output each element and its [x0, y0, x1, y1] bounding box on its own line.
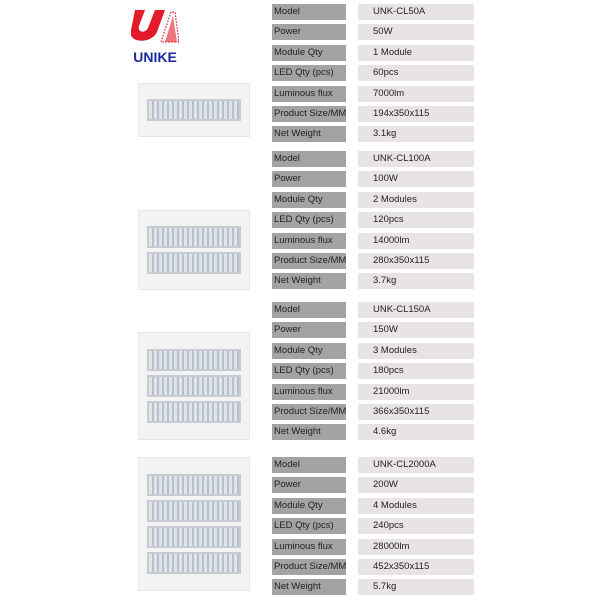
product-image-cl2000a	[138, 457, 250, 591]
spec-label: Net Weight	[272, 579, 346, 595]
spec-label: Luminous flux	[272, 539, 346, 555]
spec-value: 150W	[358, 322, 474, 338]
spec-table	[272, 302, 474, 445]
spec-value: 21000lm	[358, 384, 474, 400]
spec-row	[272, 559, 474, 575]
spec-value: 4 Modules	[358, 498, 474, 514]
spec-label: Power	[272, 171, 346, 187]
spec-row	[272, 151, 474, 167]
spec-value: 7000lm	[358, 86, 474, 102]
spec-row	[272, 457, 474, 473]
spec-label: Model	[272, 151, 346, 167]
spec-row	[272, 424, 474, 440]
spec-label: Module Qty	[272, 192, 346, 208]
spec-value: 5.7kg	[358, 579, 474, 595]
spec-table	[272, 151, 474, 294]
spec-value: 120pcs	[358, 212, 474, 228]
spec-value: UNK-CL2000A	[358, 457, 474, 473]
spec-table	[272, 4, 474, 147]
spec-row	[272, 233, 474, 249]
logo-mark-icon	[131, 8, 179, 44]
spec-label: Module Qty	[272, 45, 346, 61]
spec-label: Power	[272, 477, 346, 493]
spec-row	[272, 212, 474, 228]
spec-label: Module Qty	[272, 498, 346, 514]
spec-label: LED Qty (pcs)	[272, 363, 346, 379]
spec-value: 60pcs	[358, 65, 474, 81]
spec-value: 3 Modules	[358, 343, 474, 359]
spec-value: 180pcs	[358, 363, 474, 379]
spec-row	[272, 498, 474, 514]
spec-value: 50W	[358, 24, 474, 40]
spec-label: Product Size/MM	[272, 253, 346, 269]
spec-row	[272, 477, 474, 493]
spec-row	[272, 322, 474, 338]
spec-label: Net Weight	[272, 273, 346, 289]
spec-row	[272, 384, 474, 400]
spec-label: Model	[272, 4, 346, 20]
spec-row	[272, 343, 474, 359]
spec-row	[272, 404, 474, 420]
spec-label: Module Qty	[272, 343, 346, 359]
spec-row	[272, 24, 474, 40]
spec-row	[272, 539, 474, 555]
spec-value: 240pcs	[358, 518, 474, 534]
spec-label: Product Size/MM	[272, 559, 346, 575]
spec-value: 28000lm	[358, 539, 474, 555]
spec-value: 4.6kg	[358, 424, 474, 440]
spec-value: 366x350x115	[358, 404, 474, 420]
spec-value: 1 Module	[358, 45, 474, 61]
spec-label: LED Qty (pcs)	[272, 212, 346, 228]
spec-label: LED Qty (pcs)	[272, 65, 346, 81]
spec-label: Luminous flux	[272, 384, 346, 400]
spec-label: Luminous flux	[272, 86, 346, 102]
spec-value: 14000lm	[358, 233, 474, 249]
spec-row	[272, 45, 474, 61]
spec-row	[272, 106, 474, 122]
spec-row	[272, 4, 474, 20]
spec-label: Product Size/MM	[272, 404, 346, 420]
spec-label: Power	[272, 24, 346, 40]
spec-row	[272, 192, 474, 208]
spec-row	[272, 579, 474, 595]
spec-row	[272, 65, 474, 81]
spec-label: LED Qty (pcs)	[272, 518, 346, 534]
product-image-cl50a	[138, 83, 250, 137]
product-image-cl100a	[138, 210, 250, 290]
spec-table	[272, 457, 474, 600]
spec-value: 3.1kg	[358, 126, 474, 142]
spec-row	[272, 171, 474, 187]
spec-row	[272, 253, 474, 269]
spec-value: UNK-CL100A	[358, 151, 474, 167]
spec-value: 2 Modules	[358, 192, 474, 208]
spec-row	[272, 86, 474, 102]
spec-label: Net Weight	[272, 126, 346, 142]
spec-label: Product Size/MM	[272, 106, 346, 122]
spec-value: 194x350x115	[358, 106, 474, 122]
spec-label: Luminous flux	[272, 233, 346, 249]
spec-label: Model	[272, 302, 346, 318]
spec-label: Model	[272, 457, 346, 473]
spec-label: Net Weight	[272, 424, 346, 440]
unike-logo	[128, 8, 182, 64]
spec-value: 3.7kg	[358, 273, 474, 289]
spec-row	[272, 518, 474, 534]
spec-value: 280x350x115	[358, 253, 474, 269]
brand-name: UNIKE	[133, 49, 177, 65]
spec-row	[272, 363, 474, 379]
spec-value: UNK-CL150A	[358, 302, 474, 318]
spec-value: 200W	[358, 477, 474, 493]
spec-label: Power	[272, 322, 346, 338]
spec-value: 452x350x115	[358, 559, 474, 575]
spec-row	[272, 273, 474, 289]
product-image-cl150a	[138, 332, 250, 440]
spec-row	[272, 302, 474, 318]
spec-value: UNK-CL50A	[358, 4, 474, 20]
spec-value: 100W	[358, 171, 474, 187]
spec-row	[272, 126, 474, 142]
